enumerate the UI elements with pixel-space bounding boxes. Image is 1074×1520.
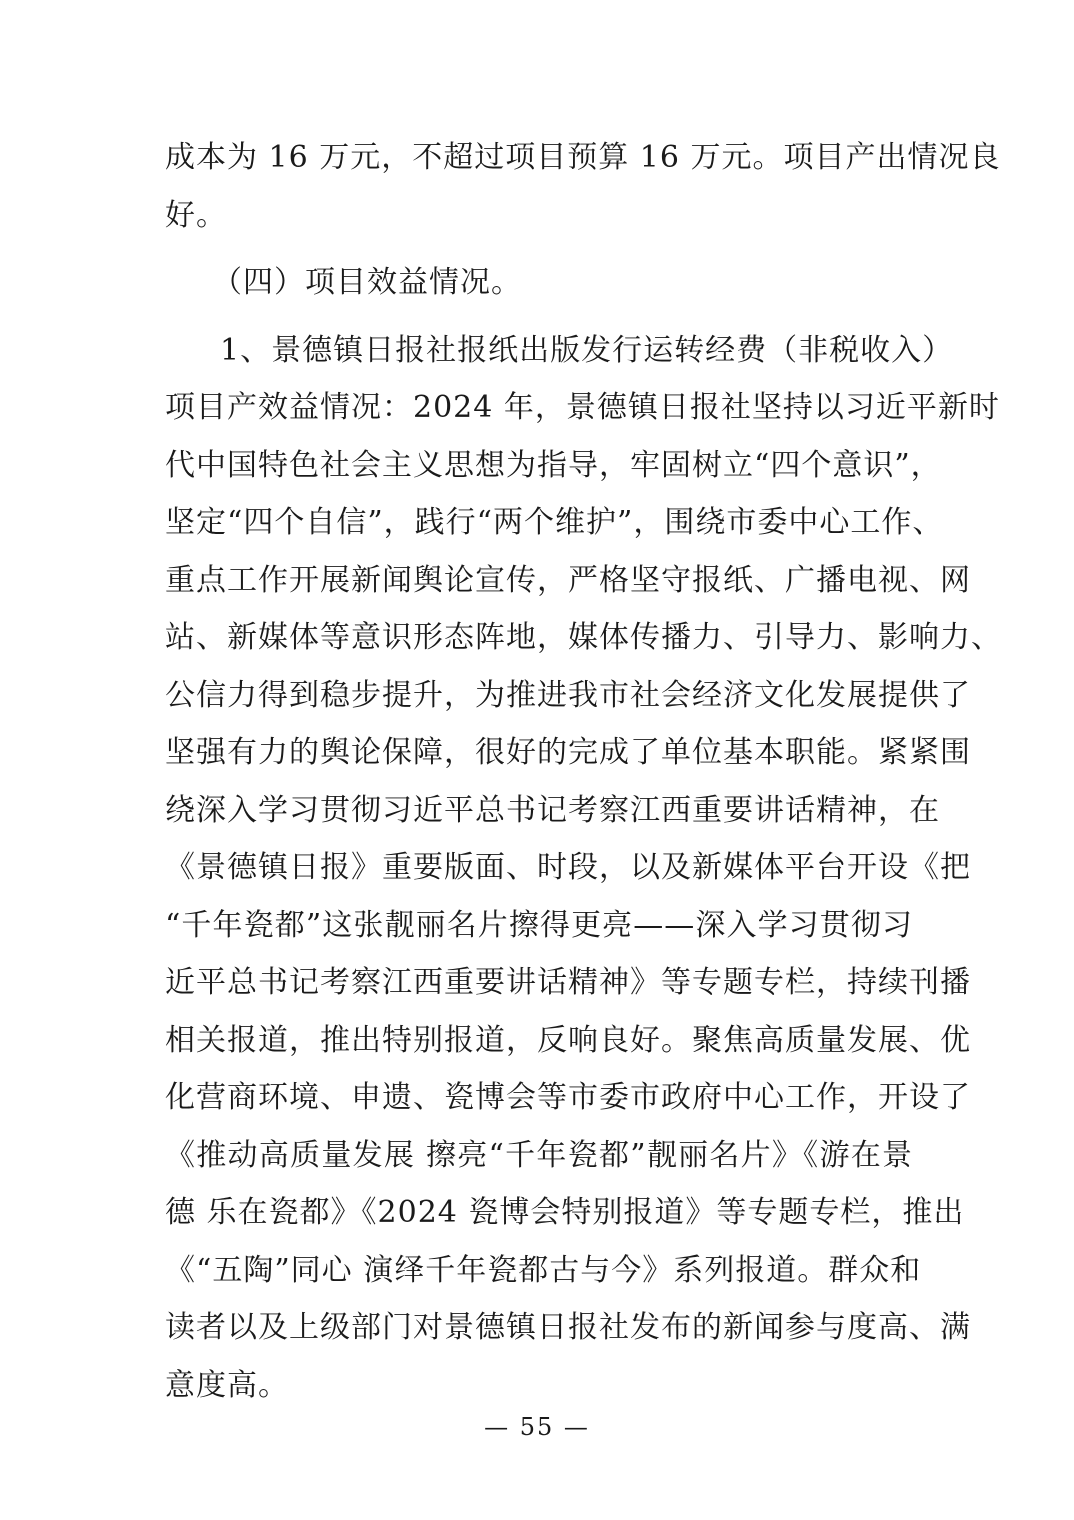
text-line: 站、新媒体等意识形态阵地，媒体传播力、引导力、影响力、 — [165, 620, 1002, 655]
text-line: 绕深入学习贯彻习近平总书记考察江西重要讲话精神，在 — [165, 793, 940, 828]
text-line: 《推动高质量发展 擦亮“千年瓷都”靓丽名片》《游在景 — [165, 1138, 913, 1173]
text-line: 化营商环境、申遗、瓷博会等市委市政府中心工作，开设了 — [165, 1080, 971, 1115]
text-line: “千年瓷都”这张靓丽名片擦得更亮——深入学习贯彻习 — [165, 908, 913, 943]
text-line: 好。 — [165, 198, 227, 233]
page-number: — 55 — — [484, 1413, 590, 1441]
text-line: 1、景德镇日报社报纸出版发行运转经费（非税收入） — [220, 333, 954, 368]
text-line: 近平总书记考察江西重要讲话精神》等专题专栏，持续刊播 — [165, 965, 971, 1000]
text-line: 《景德镇日报》重要版面、时段，以及新媒体平台开设《把 — [165, 850, 971, 885]
section-heading: （四）项目效益情况。 — [212, 265, 522, 300]
text-line: 意度高。 — [165, 1368, 289, 1403]
text-line: 相关报道，推出特别报道，反响良好。聚焦高质量发展、优 — [165, 1023, 971, 1058]
text-line: 成本为 16 万元，不超过项目预算 16 万元。项目产出情况良 — [165, 140, 1001, 175]
text-line: 代中国特色社会主义思想为指导，牢固树立“四个意识”， — [165, 448, 942, 483]
text-line: 读者以及上级部门对景德镇日报社发布的新闻参与度高、满 — [165, 1310, 971, 1345]
text-line: 《“五陶”同心 演绎千年瓷都古与今》系列报道。群众和 — [165, 1253, 922, 1288]
text-line: 坚定“四个自信”，践行“两个维护”，围绕市委中心工作、 — [165, 505, 944, 540]
text-line: 公信力得到稳步提升，为推进我市社会经济文化发展提供了 — [165, 678, 971, 713]
text-line: 坚强有力的舆论保障，很好的完成了单位基本职能。紧紧围 — [165, 735, 971, 770]
text-line: 项目产效益情况：2024 年，景德镇日报社坚持以习近平新时 — [165, 390, 1000, 425]
text-line: 德 乐在瓷都》《2024 瓷博会特别报道》等专题专栏，推出 — [165, 1195, 965, 1230]
text-line: 重点工作开展新闻舆论宣传，严格坚守报纸、广播电视、网 — [165, 563, 971, 598]
